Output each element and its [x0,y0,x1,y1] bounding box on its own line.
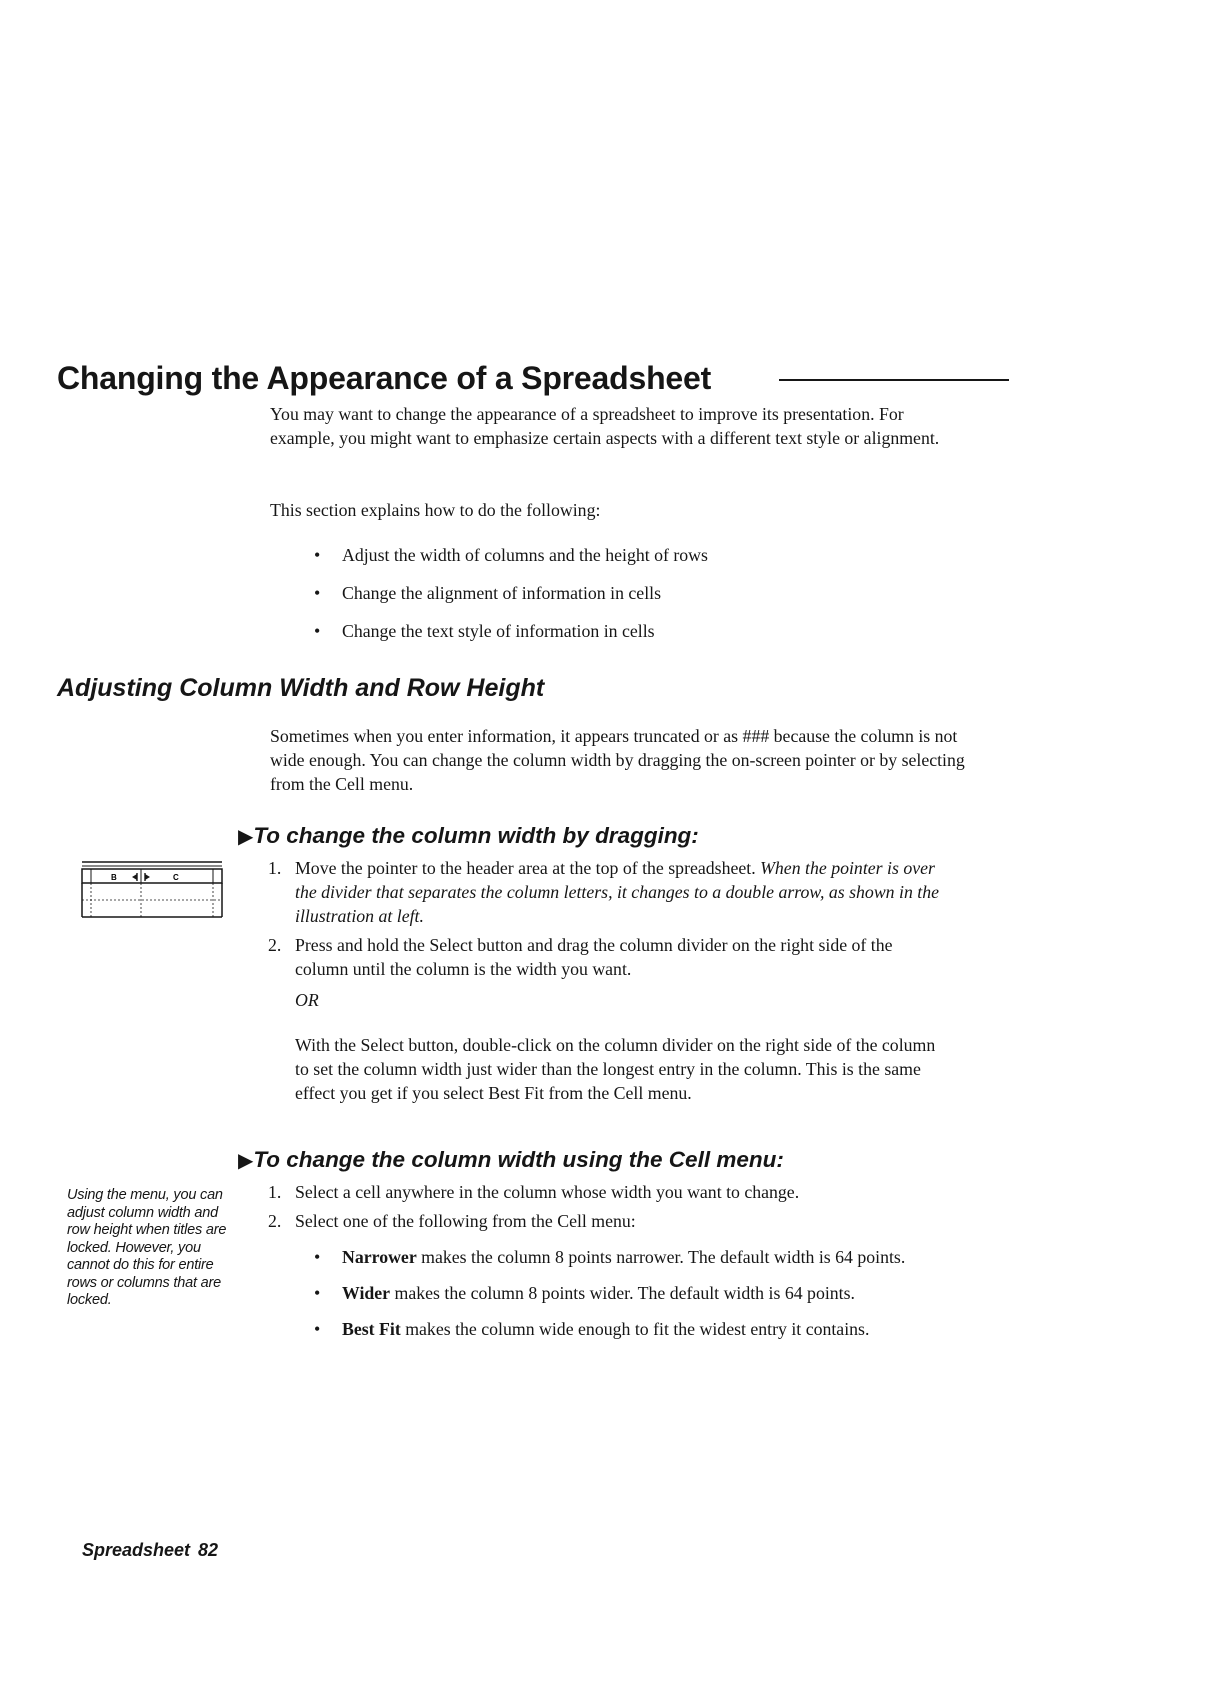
step-text: Press and hold the Select button and drag the column divider on the right side of the column until the column is the width you want. [295,935,893,979]
column-letter-b: B [111,873,117,882]
page-title [57,358,957,398]
step-number: 1. [268,1182,282,1202]
triangle-arrow-icon: ▶ [238,1150,252,1172]
or-separator: OR [295,990,319,1010]
step-text: Select one of the following from the Cell menu: [295,1211,636,1231]
intro-bullet-list [310,543,1010,657]
list-item [310,1317,950,1341]
option-description: makes the column 8 points narrower. The default width is 64 points. [416,1247,906,1267]
footer-label: Spreadsheet [82,1540,191,1560]
list-item [310,1245,950,1269]
column-divider-illustration [81,859,223,919]
page-title-text: Changing the Appearance of a Spreadsheet [57,360,712,396]
cell-menu-options-list [310,1245,950,1353]
title-rule [779,379,1009,381]
list-item: • Change the text style of information in cells [310,619,1010,643]
step-text: Move the pointer to the header area at the top of the spreadsheet. [295,858,756,878]
list-item [268,933,948,981]
option-term: Best Fit [342,1319,401,1339]
list-item: • Change the alignment of information in cells [310,581,1010,605]
column-letter-c: C [173,873,179,882]
section-paragraph: Sometimes when you enter information, it appears truncated or as ### because the column is not wide enough. You can change the column width by dragging the on-screen pointer or by selecting from the Cell menu. [270,726,965,794]
step-text: Select a cell anywhere in the column whose width you want to change. [295,1182,800,1202]
list-item [310,1281,950,1305]
page-footer [82,1539,218,1561]
drag-procedure-heading [238,822,699,851]
list-item [268,856,948,928]
triangle-arrow-icon: ▶ [238,826,252,848]
option-term: Narrower [342,1247,417,1267]
step-number: 2. [268,1211,282,1231]
menu-procedure-heading [238,1146,784,1175]
intro-paragraph: You may want to change the appearance of a spreadsheet to improve its presentation. For example, you might want to emphasize certain aspects with a different text style or alignment. [270,404,940,448]
drag-steps-list [268,856,948,986]
menu-heading-text: To change the column width using the Cell menu: [253,1147,784,1172]
option-term: Wider [342,1283,391,1303]
list-item [268,1180,948,1204]
list-item: • Adjust the width of columns and the height of rows [310,543,1010,567]
page-number: 82 [198,1540,219,1560]
drag-heading-text: To change the column width by dragging: [253,823,699,848]
intro-lead-in: This section explains how to do the following: [270,500,601,520]
menu-steps-list [268,1180,948,1238]
option-description: makes the column wide enough to fit the widest entry it contains. [400,1319,870,1339]
alternative-paragraph: With the Select button, double-click on the column divider on the right side of the column to set the column width just wider than the longest entry in the column. This is the same effect you get if you select Best Fit from the Cell menu. [295,1035,936,1103]
step-number: 1. [268,858,282,878]
option-description: makes the column 8 points wider. The default width is 64 points. [390,1283,855,1303]
list-item [268,1209,948,1233]
step-number: 2. [268,935,282,955]
margin-note: Using the menu, you can adjust column width and row height when titles are locked. However, you cannot do this for entire rows or columns that are locked. [67,1187,227,1308]
step-note: When the pointer is over the divider that separates the column letters, it changes to a double arrow, as shown in the illustration at left. [295,858,940,926]
section-heading: Adjusting Column Width and Row Height [57,674,545,702]
